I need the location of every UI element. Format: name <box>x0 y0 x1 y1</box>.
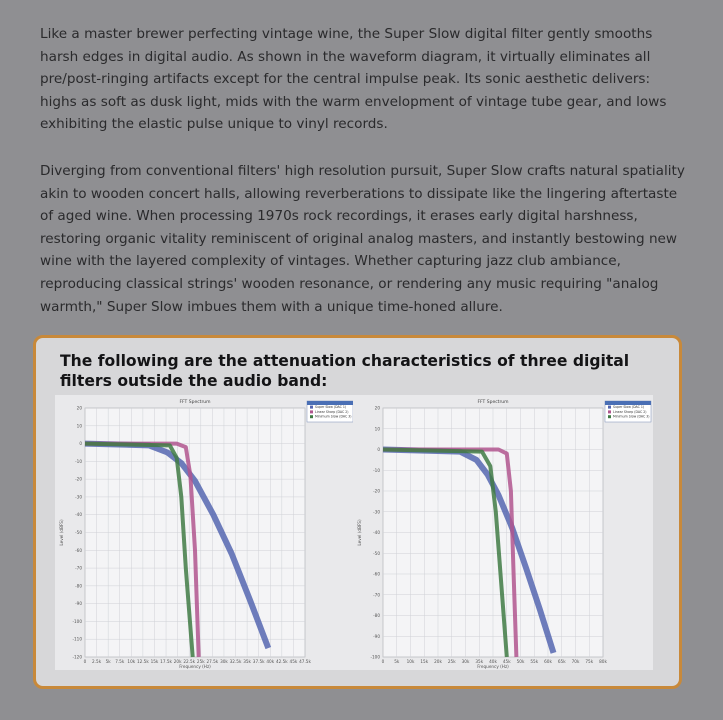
legend-swatch <box>310 406 313 409</box>
y-tick-label: -30 <box>75 494 82 500</box>
chart-title: FFT Spectrum <box>179 400 211 405</box>
fft-spectrum-chart-1 <box>55 395 355 670</box>
x-tick-label: 15k <box>150 659 159 664</box>
x-tick-label: 42.5k <box>275 659 288 664</box>
x-tick-label: 55k <box>530 659 539 664</box>
x-tick-label: 2.5k <box>92 659 102 664</box>
legend-swatch <box>310 410 313 413</box>
x-tick-label: 5k <box>105 659 111 664</box>
x-tick-label: 5k <box>394 659 400 664</box>
x-tick-label: 50k <box>516 659 525 664</box>
y-tick-label: -100 <box>370 654 380 660</box>
x-tick-label: 80k <box>599 659 607 664</box>
y-tick-label: -80 <box>373 613 380 618</box>
x-axis-label: Frequency (Hz) <box>179 664 211 669</box>
fft-spectrum-chart-2 <box>353 395 653 670</box>
legend-swatch <box>310 415 313 418</box>
x-tick-label: 22.5k <box>183 659 196 664</box>
legend-label: Minimum Slow (DAC 3) <box>613 414 650 419</box>
y-tick-label: -10 <box>75 458 82 464</box>
legend-label: Linear Sharp (DAC 2) <box>613 409 647 414</box>
y-tick-label: 10 <box>374 426 380 432</box>
y-tick-label: 0 <box>377 447 380 452</box>
y-tick-label: -30 <box>373 509 380 515</box>
y-tick-label: -60 <box>373 571 380 577</box>
x-tick-label: 65k <box>557 659 566 664</box>
y-tick-label: -40 <box>373 530 380 535</box>
x-tick-label: 40k <box>266 659 275 664</box>
chart-legend <box>307 401 353 422</box>
x-axis-label: Frequency (Hz) <box>477 664 509 669</box>
x-tick-label: 45k <box>289 659 298 664</box>
legend-label: Super Slow (DAC 1) <box>315 405 347 409</box>
legend-label: Super Slow (DAC 1) <box>613 405 645 409</box>
y-tick-label: 20 <box>76 405 82 411</box>
x-tick-label: 7.5k <box>115 659 125 664</box>
x-tick-label: 32.5k <box>229 659 242 664</box>
x-tick-label: 25k <box>447 659 456 664</box>
legend-swatch <box>608 410 611 413</box>
y-tick-label: -10 <box>373 467 380 473</box>
attenuation-panel <box>33 335 682 689</box>
x-tick-label: 10k <box>406 659 415 664</box>
y-tick-label: -20 <box>75 476 82 482</box>
x-tick-label: 25k <box>196 659 205 664</box>
y-tick-label: 0 <box>79 441 82 447</box>
x-tick-label: 30k <box>220 659 228 664</box>
body-paragraph: Diverging from conventional filters' high resolution pursuit, Super Slow crafts natural spatiality akin to wooden concert halls, allowing reverberations to dissipate like the lingering aftertaste of aged wine. When processing 1970s rock recordings, it erases early digital harshness, restoring organic vitality reminiscent of original analog masters, and instantly bestowing new wine with the layered complexity of vintages. Whether capturing jazz club ambiance, reproducing classical strings' wooden resonance, or rendering any music requiring "analog warmth," Super Slow imbues them with a unique time-honed allure. <box>40 163 685 315</box>
y-tick-label: -20 <box>373 488 380 494</box>
intro-paragraph: Like a master brewer perfecting vintage wine, the Super Slow digital filter gently smooths harsh edges in digital audio. As shown in the waveform diagram, it virtually eliminates all pre/post-ringing artifacts except for the central impulse peak. Its sonic aesthetic delivers: highs as soft as dusk light, mids with the warm envelopment of vintage tube gear, and lows exhibiting the elastic pulse unique to vinyl records. <box>40 26 667 133</box>
legend-label: Minimum Slow (DAC 3) <box>315 414 352 419</box>
x-tick-label: 0 <box>83 659 87 664</box>
x-tick-label: 40k <box>489 659 497 664</box>
y-tick-label: -110 <box>72 636 82 642</box>
y-tick-label: -50 <box>373 550 380 556</box>
y-tick-label: -80 <box>75 583 82 589</box>
x-tick-label: 75k <box>585 659 594 664</box>
x-tick-label: 12.5k <box>137 659 149 664</box>
x-tick-label: 0 <box>381 659 385 664</box>
x-tick-label: 45k <box>502 659 511 664</box>
x-tick-label: 17.5k <box>160 659 172 664</box>
x-tick-label: 70k <box>571 659 580 664</box>
y-tick-label: -100 <box>72 618 82 624</box>
x-tick-label: 37.5k <box>252 659 265 664</box>
x-tick-label: 27.5k <box>206 659 219 664</box>
chart-legend <box>605 401 651 422</box>
panel-title: The following are the attenuation characteristics of three digital filters outside the audio band: <box>60 352 630 390</box>
x-tick-label: 35k <box>475 659 484 664</box>
x-tick-label: 30k <box>461 659 470 664</box>
x-tick-label: 35k <box>243 659 251 664</box>
x-tick-label: 20k <box>173 659 182 664</box>
legend-swatch <box>608 415 611 418</box>
y-tick-label: -40 <box>75 512 82 518</box>
x-tick-label: 47.5k <box>299 659 311 664</box>
y-axis-label: Level (dBFS) <box>59 519 64 546</box>
y-tick-label: -90 <box>373 633 380 639</box>
y-tick-label: -50 <box>75 530 82 535</box>
y-tick-label: -120 <box>72 654 82 660</box>
y-tick-label: 20 <box>374 405 380 411</box>
x-tick-label: 20k <box>434 659 442 664</box>
y-tick-label: -60 <box>75 547 82 553</box>
y-tick-label: -70 <box>373 592 380 598</box>
y-tick-label: 10 <box>76 423 82 429</box>
y-tick-label: -70 <box>75 565 82 571</box>
chart-title: FFT Spectrum <box>477 400 509 405</box>
y-tick-label: -90 <box>75 601 82 607</box>
legend-label: Linear Sharp (DAC 2) <box>315 409 349 414</box>
y-axis-label: Level (dBFS) <box>357 519 362 546</box>
legend-swatch <box>608 406 611 409</box>
x-tick-label: 10k <box>127 659 136 664</box>
x-tick-label: 60k <box>544 659 552 664</box>
x-tick-label: 15k <box>420 659 429 664</box>
